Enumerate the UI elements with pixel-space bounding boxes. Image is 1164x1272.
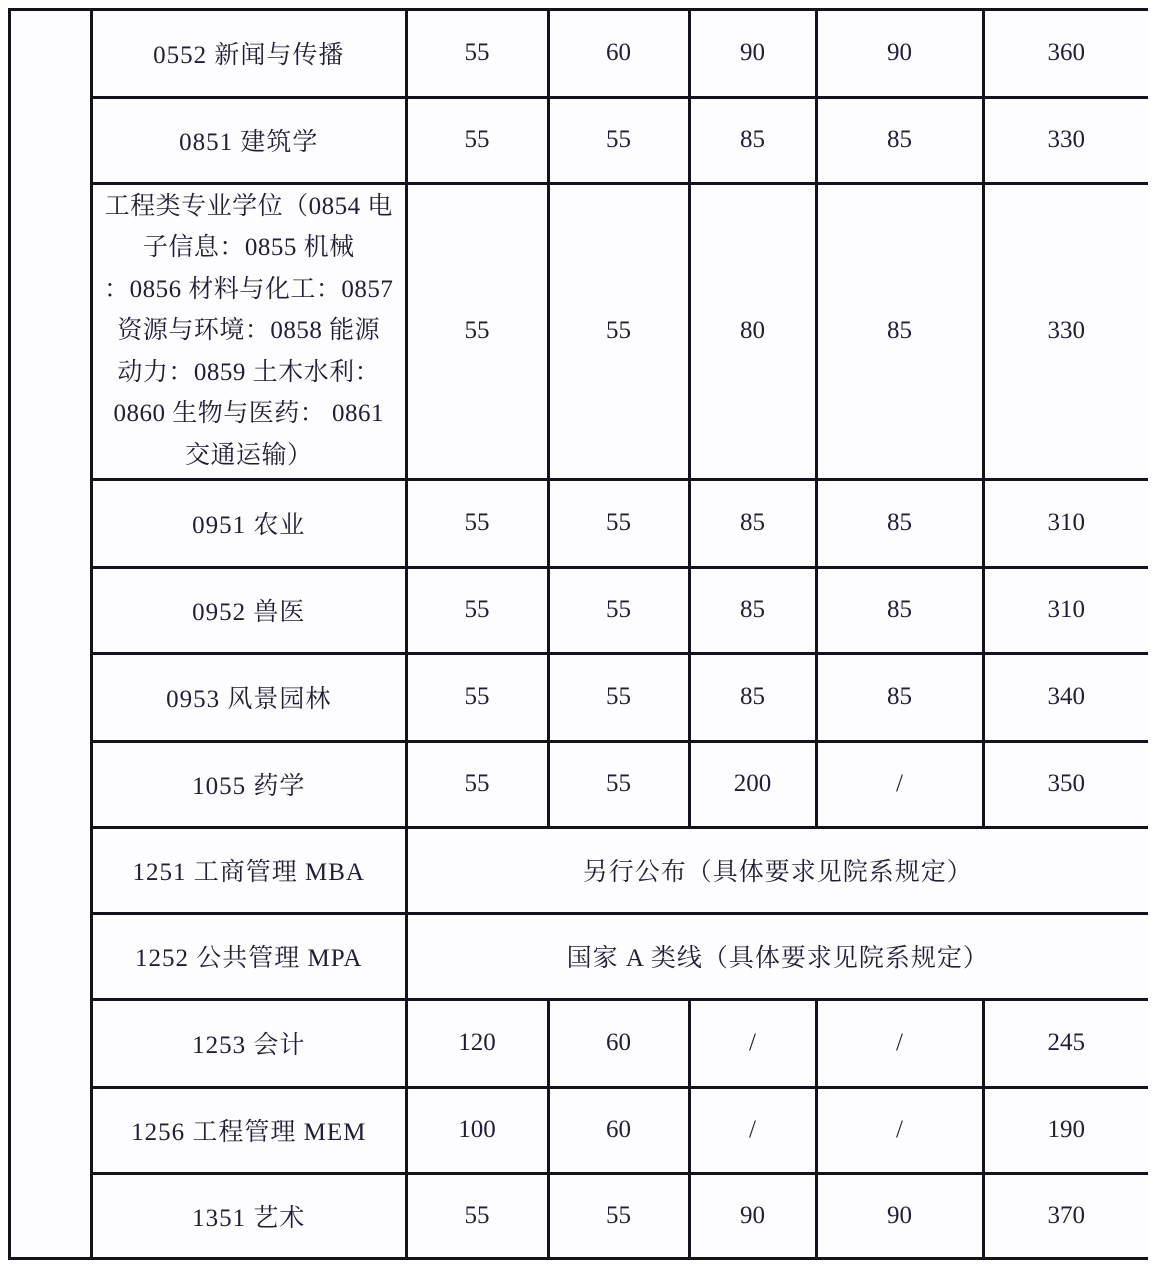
total-score-cell: 310	[983, 479, 1148, 567]
total-score-cell: 245	[983, 999, 1148, 1087]
merged-note-cell: 另行公布（具体要求见院系规定）	[406, 827, 1148, 913]
major-name-line: 0860 生物与医药： 0861	[113, 400, 384, 428]
score-cell: 55	[406, 567, 548, 653]
table-row	[93, 567, 1148, 653]
major-name-cell: 0552 新闻与传播	[93, 11, 406, 97]
score-cell: 55	[548, 183, 689, 479]
score-cell: 120	[406, 999, 548, 1087]
total-score-cell: 360	[983, 11, 1148, 97]
score-cell: 90	[816, 11, 983, 97]
major-name-cell: 1351 艺术	[93, 1173, 406, 1257]
table-row	[93, 999, 1148, 1087]
total-score-cell: 330	[983, 183, 1148, 479]
table-row	[93, 11, 1148, 97]
score-cell: 55	[406, 741, 548, 827]
table-row	[93, 183, 1148, 479]
table-row	[93, 827, 1148, 913]
major-name-cell: 1256 工程管理 MEM	[93, 1087, 406, 1173]
score-cell: 55	[406, 653, 548, 741]
score-cell: 85	[816, 183, 983, 479]
major-name-cell: 0953 风景园林	[93, 653, 406, 741]
score-cell: 85	[689, 567, 816, 653]
score-cell: 85	[816, 479, 983, 567]
table-row	[93, 741, 1148, 827]
major-name-cell: 0951 农业	[93, 479, 406, 567]
major-name-cell: 1253 会计	[93, 999, 406, 1087]
category-column-merged	[11, 11, 93, 1257]
score-cell: 55	[548, 97, 689, 183]
score-cell: /	[816, 999, 983, 1087]
major-name-line: 工程类专业学位（0854 电	[104, 192, 393, 220]
score-cell: 85	[689, 479, 816, 567]
score-cell: /	[689, 1087, 816, 1173]
score-cell: 90	[816, 1173, 983, 1257]
table-row	[93, 913, 1148, 999]
major-name-line: 子信息：0855 机械	[142, 234, 355, 262]
score-cell: 85	[689, 653, 816, 741]
total-score-cell: 350	[983, 741, 1148, 827]
score-cell: 100	[406, 1087, 548, 1173]
score-cell: 80	[689, 183, 816, 479]
score-cell: 55	[548, 1173, 689, 1257]
score-cell: /	[816, 741, 983, 827]
score-cell: 90	[689, 1173, 816, 1257]
score-cell: /	[816, 1087, 983, 1173]
score-cell: 55	[548, 479, 689, 567]
major-name-cell: 1055 药学	[93, 741, 406, 827]
major-name-cell: 0851 建筑学	[93, 97, 406, 183]
major-name-line: ：0856 材料与化工：0857	[104, 275, 394, 303]
major-name-cell-multiline	[93, 183, 406, 479]
score-table	[93, 11, 1148, 1257]
score-cell: 90	[689, 11, 816, 97]
total-score-cell: 340	[983, 653, 1148, 741]
table-row	[93, 1087, 1148, 1173]
score-cell: 55	[548, 741, 689, 827]
score-table-sheet	[8, 8, 1148, 1260]
merged-note-cell: 国家 A 类线（具体要求见院系规定）	[406, 913, 1148, 999]
score-cell: 55	[406, 11, 548, 97]
score-cell: /	[689, 999, 816, 1087]
table-row	[93, 97, 1148, 183]
table-row	[93, 1173, 1148, 1257]
score-cell: 60	[548, 11, 689, 97]
table-row	[93, 653, 1148, 741]
major-name-cell: 1251 工商管理 MBA	[93, 827, 406, 913]
score-cell: 55	[548, 653, 689, 741]
score-cell: 55	[406, 479, 548, 567]
score-cell: 85	[816, 653, 983, 741]
major-name-line: 资源与环境：0858 能源	[117, 317, 381, 345]
major-name-cell: 1252 公共管理 MPA	[93, 913, 406, 999]
score-cell: 200	[689, 741, 816, 827]
total-score-cell: 190	[983, 1087, 1148, 1173]
score-cell: 60	[548, 999, 689, 1087]
score-cell: 85	[689, 97, 816, 183]
major-name-line: 动力：0859 土木水利：	[117, 358, 381, 386]
total-score-cell: 370	[983, 1173, 1148, 1257]
major-name-cell: 0952 兽医	[93, 567, 406, 653]
score-cell: 55	[406, 183, 548, 479]
score-cell: 60	[548, 1087, 689, 1173]
total-score-cell: 330	[983, 97, 1148, 183]
score-cell: 85	[816, 97, 983, 183]
total-score-cell: 310	[983, 567, 1148, 653]
score-cell: 55	[406, 1173, 548, 1257]
score-cell: 85	[816, 567, 983, 653]
table-row	[93, 479, 1148, 567]
score-cell: 55	[406, 97, 548, 183]
major-name-line: 交通运输）	[184, 441, 313, 469]
score-cell: 55	[548, 567, 689, 653]
